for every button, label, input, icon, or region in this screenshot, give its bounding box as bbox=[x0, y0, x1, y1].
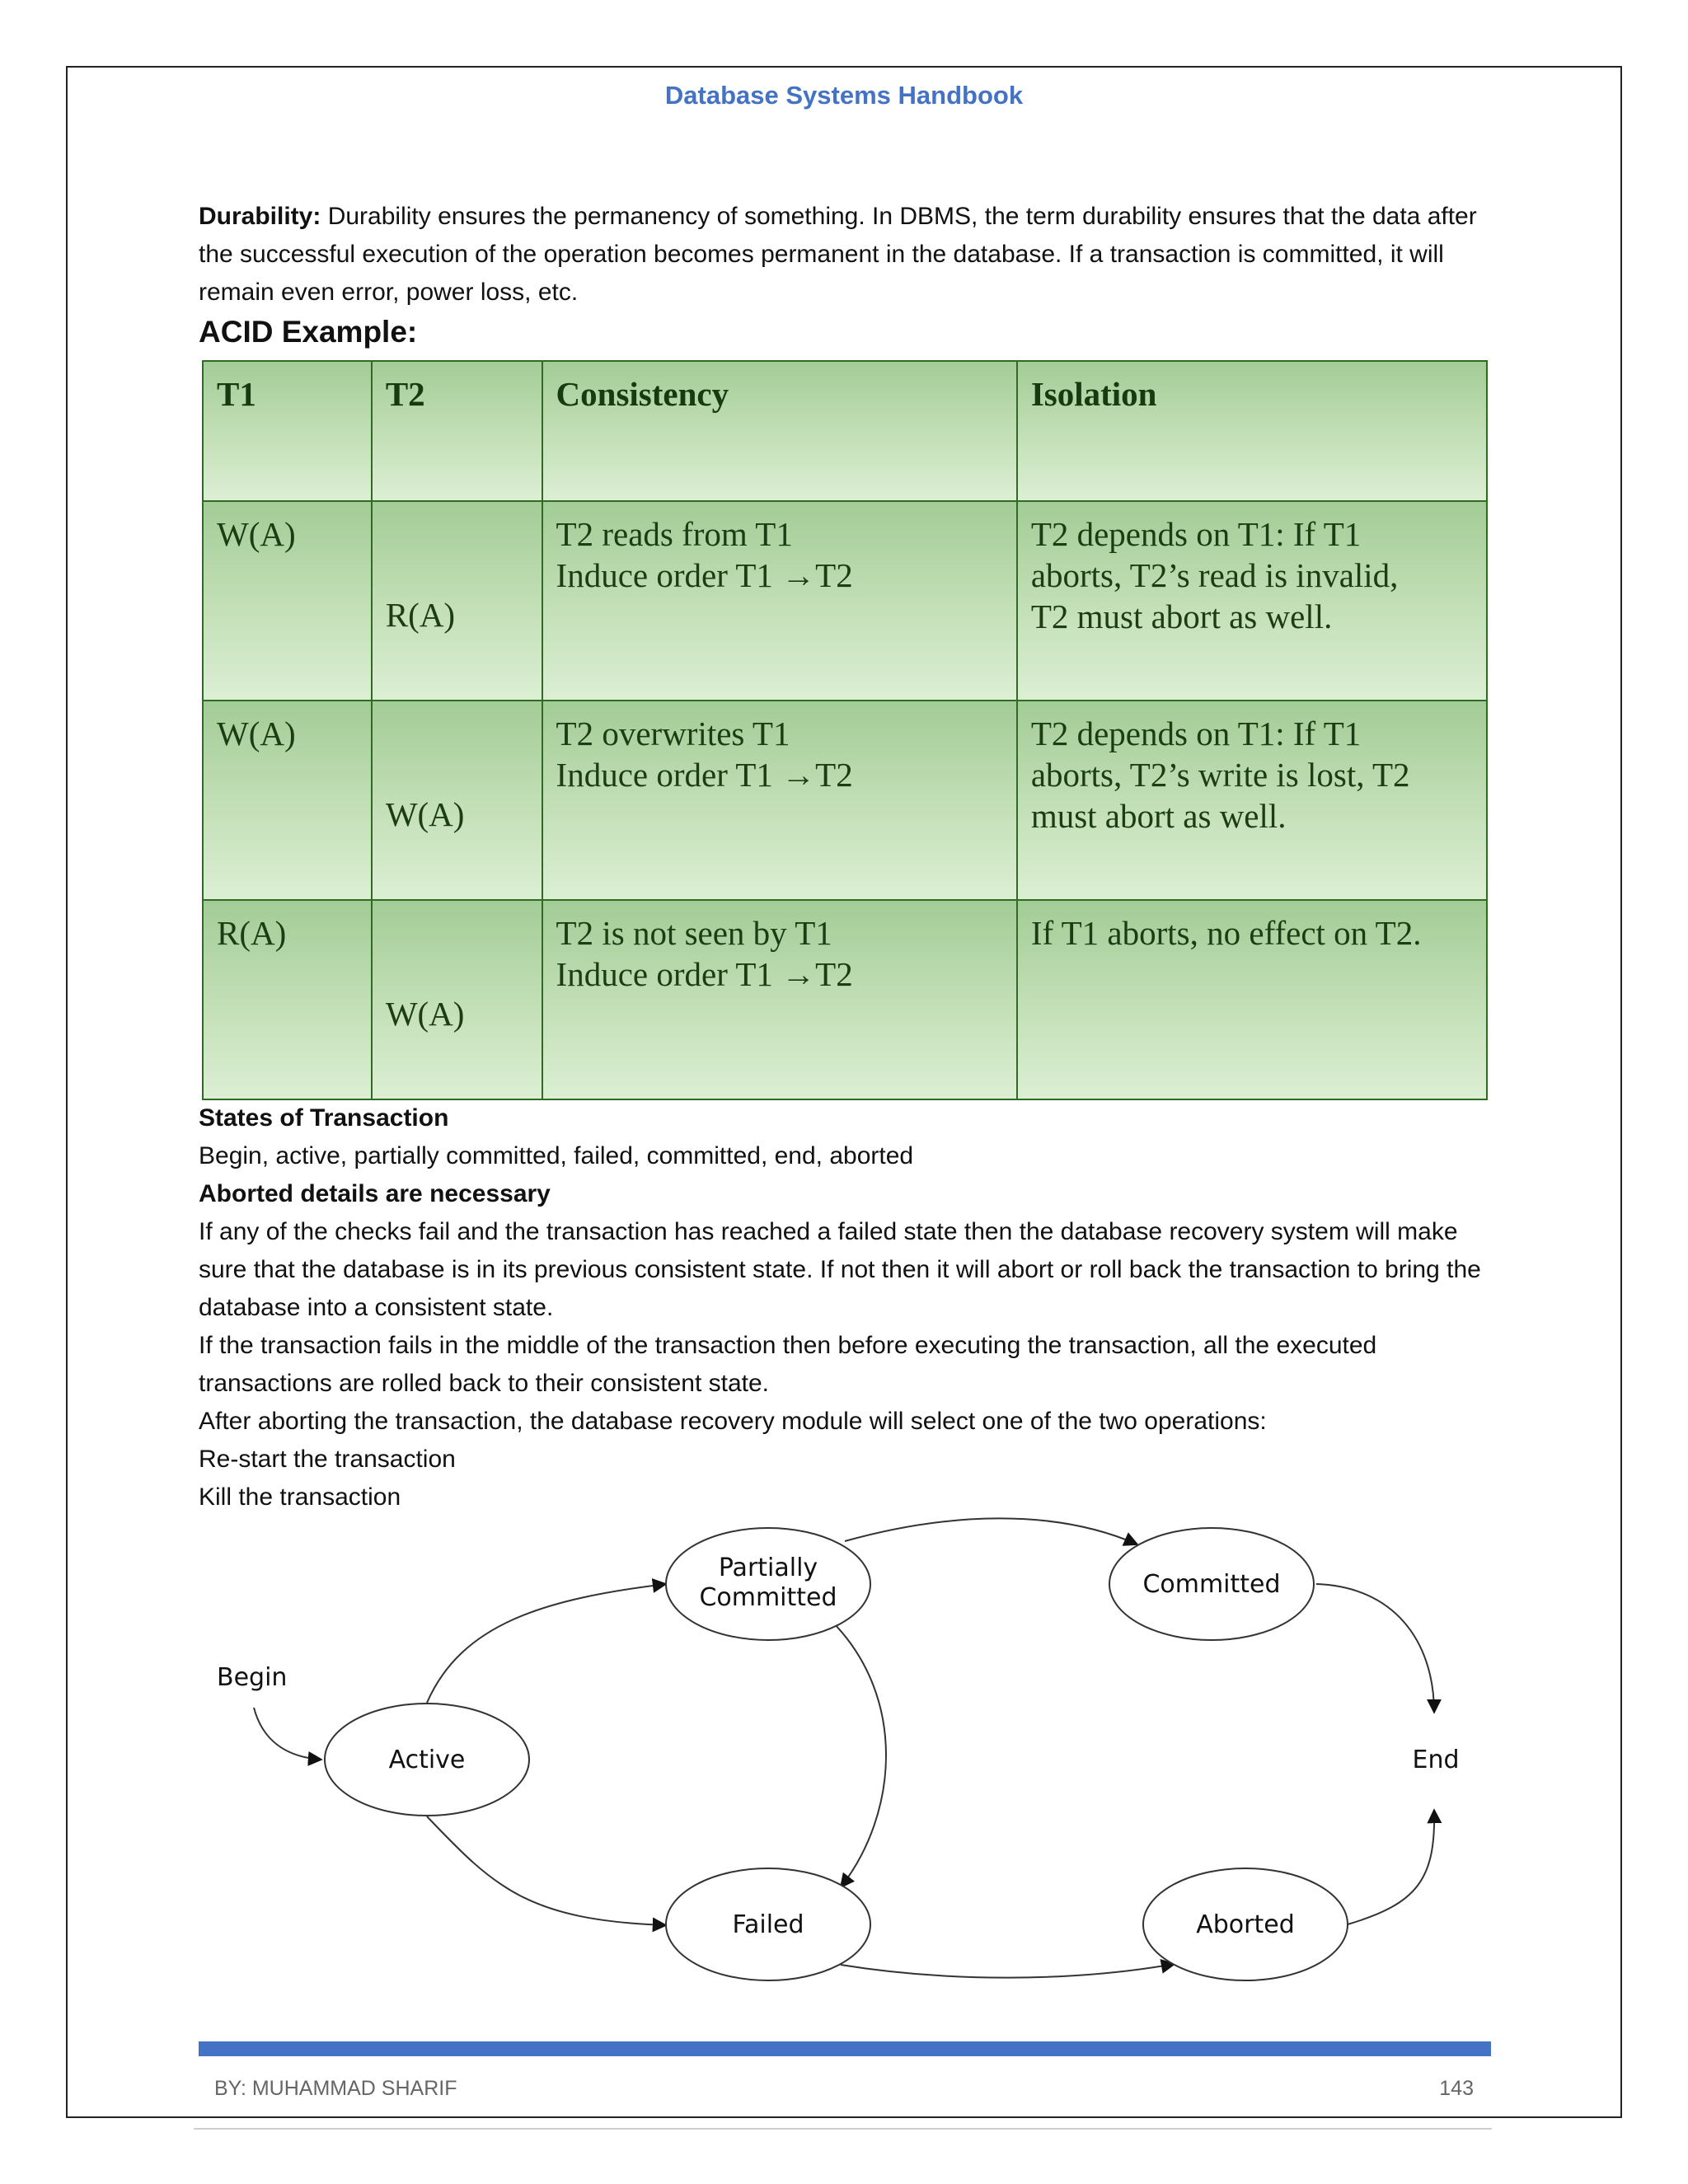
edge-failed-aborted bbox=[841, 1964, 1175, 1978]
edge-committed-end bbox=[1316, 1584, 1434, 1713]
edge-partially-failed bbox=[832, 1622, 886, 1887]
label-begin: Begin bbox=[217, 1663, 288, 1692]
edge-active-partially bbox=[427, 1584, 666, 1703]
edge-partially-committed bbox=[845, 1518, 1137, 1544]
cell-t2-value: W(A) bbox=[385, 795, 465, 833]
states-heading: States of Transaction bbox=[199, 1104, 449, 1132]
footer-accent-bar bbox=[199, 2041, 1491, 2056]
aborted-heading: Aborted details are necessary bbox=[199, 1180, 551, 1207]
edge-active-failed bbox=[427, 1816, 666, 1925]
column-header-consistency: Consistency bbox=[542, 361, 1017, 501]
isolation-line: If T1 aborts, no effect on T2. bbox=[1030, 914, 1422, 952]
consistency-line: Induce order T1 →T2 bbox=[556, 556, 853, 594]
operation-restart: Re-start the transaction bbox=[199, 1446, 456, 1473]
label-aborted: Aborted bbox=[1196, 1910, 1295, 1939]
page-header-title: Database Systems Handbook bbox=[664, 81, 1024, 110]
label-failed: Failed bbox=[732, 1910, 804, 1939]
column-header-t1: T1 bbox=[203, 361, 372, 501]
footer-page-number: 143 bbox=[1439, 2077, 1474, 2100]
consistency-line: Induce order T1 →T2 bbox=[556, 955, 853, 993]
durability-text: Durability ensures the permanency of something. In DBMS, the term durability ensures that the data after the successful execution of the operation becomes permanent in the database. If a transaction is committed, it will remain even error, power loss, etc. bbox=[199, 203, 1477, 306]
footer-author: BY: MUHAMMAD SHARIF bbox=[214, 2077, 457, 2100]
cell-t2-value: W(A) bbox=[385, 995, 465, 1033]
consistency-line: T2 is not seen by T1 bbox=[556, 914, 832, 952]
bottom-divider bbox=[194, 2128, 1492, 2130]
cell-t1: R(A) bbox=[203, 900, 372, 1099]
edge-begin-active bbox=[254, 1708, 321, 1760]
isolation-line: T2 must abort as well. bbox=[1030, 598, 1333, 635]
label-partially-committed: Committed bbox=[699, 1583, 837, 1612]
isolation-line: aborts, T2’s write is lost, T2 bbox=[1030, 756, 1410, 794]
isolation-line: T2 depends on T1: If T1 bbox=[1030, 715, 1362, 752]
cell-t1: W(A) bbox=[203, 501, 372, 701]
label-active: Active bbox=[388, 1746, 466, 1774]
column-header-t2: T2 bbox=[372, 361, 542, 501]
cell-t1: W(A) bbox=[203, 701, 372, 900]
operation-kill: Kill the transaction bbox=[199, 1483, 401, 1511]
states-list: Begin, active, partially committed, failed, committed, end, aborted bbox=[199, 1142, 914, 1169]
consistency-line: Induce order T1 →T2 bbox=[556, 756, 853, 794]
edge-aborted-end bbox=[1348, 1810, 1434, 1924]
consistency-line: T2 reads from T1 bbox=[556, 515, 793, 553]
label-partially: Partially bbox=[718, 1554, 818, 1582]
aborted-paragraph-1: If any of the checks fail and the transaction has reached a failed state then the database recovery system will make sure that the database is in its previous consistent state. If not then it will abort or roll back the transaction to bring the database into a consistent state. bbox=[199, 1218, 1481, 1321]
isolation-line: must abort as well. bbox=[1030, 797, 1287, 835]
aborted-paragraph-3: After aborting the transaction, the database recovery module will select one of the two operations: bbox=[199, 1408, 1267, 1435]
acid-example-heading: ACID Example: bbox=[199, 315, 418, 349]
cell-t2-value: R(A) bbox=[385, 596, 456, 634]
isolation-line: T2 depends on T1: If T1 bbox=[1030, 515, 1362, 553]
consistency-line: T2 overwrites T1 bbox=[556, 715, 790, 752]
isolation-line: aborts, T2’s read is invalid, bbox=[1030, 556, 1399, 594]
label-committed: Committed bbox=[1142, 1570, 1281, 1599]
column-header-isolation: Isolation bbox=[1017, 361, 1487, 501]
aborted-paragraph-2: If the transaction fails in the middle of the transaction then before executing the transaction, all the executed transactions are rolled back to their consistent state. bbox=[199, 1332, 1377, 1397]
durability-label: Durability: bbox=[199, 203, 321, 230]
label-end: End bbox=[1412, 1746, 1460, 1774]
